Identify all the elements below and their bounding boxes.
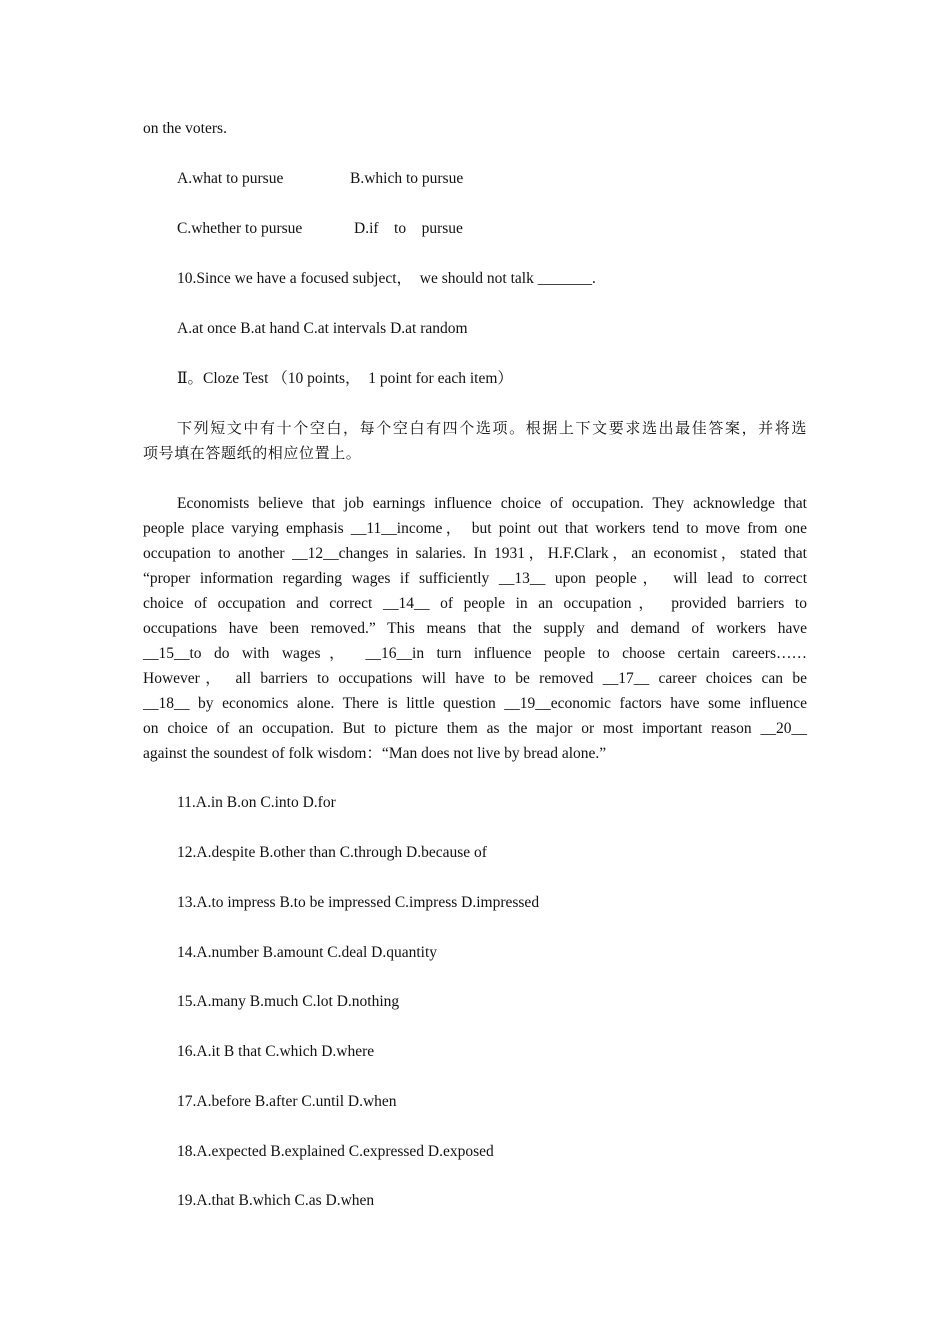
passage-line: __18__ by economics alone. There is little question __19__economic factors have some influence <box>143 695 807 712</box>
continuation-text: on the voters. <box>143 120 227 137</box>
question-16: 16.A.it B that C.which D.where <box>177 1043 375 1060</box>
q9-option-a: A.what to pursue <box>177 170 284 187</box>
q10-stem: 10.Since we have a focused subject， we should not talk _______. <box>177 270 596 287</box>
instructions-line-1: 下列短文中有十个空白，每个空白有四个选项。根据上下文要求选出最佳答案，并将选 <box>177 419 807 437</box>
passage-line: occupation to another __12__changes in salaries. In 1931，H.F.Clark，an economist，stated that <box>143 545 807 562</box>
q9-option-d: D.if to pursue <box>354 220 463 237</box>
question-11: 11.A.in B.on C.into D.for <box>177 794 336 811</box>
passage-line: on choice of an occupation. But to picture them as the major or most important reason __20__ <box>143 720 807 737</box>
passage-line: against the soundest of folk wisdom：“Man does not live by bread alone.” <box>143 745 607 762</box>
passage-line: choice of occupation and correct __14__ of people in an occupation， provided barriers to <box>143 595 807 612</box>
question-15: 15.A.many B.much C.lot D.nothing <box>177 993 400 1010</box>
question-19: 19.A.that B.which C.as D.when <box>177 1192 375 1209</box>
passage-line: occupations have been removed.” This means that the supply and demand of workers have <box>143 620 807 637</box>
passage-line: Economists believe that job earnings influence choice of occupation. They acknowledge that <box>177 495 807 512</box>
question-14: 14.A.number B.amount C.deal D.quantity <box>177 944 438 961</box>
instructions-line-2: 项号填在答题纸的相应位置上。 <box>143 444 362 462</box>
q10-options: A.at once B.at hand C.at intervals D.at random <box>177 320 468 337</box>
question-18: 18.A.expected B.explained C.expressed D.exposed <box>177 1143 494 1160</box>
q9-option-c: C.whether to pursue <box>177 220 303 237</box>
passage-line: __15__to do with wages， __16__in turn influence people to choose certain careers…… <box>143 645 807 662</box>
passage-line: However， all barriers to occupations will have to be removed __17__ career choices can be <box>143 670 807 687</box>
question-12: 12.A.despite B.other than C.through D.because of <box>177 844 487 861</box>
question-13: 13.A.to impress B.to be impressed C.impress D.impressed <box>177 894 540 911</box>
q9-option-b: B.which to pursue <box>350 170 464 187</box>
passage-line: people place varying emphasis __11__income， but point out that workers tend to move from one <box>143 520 807 537</box>
section2-heading: Ⅱ。Cloze Test （10 points， 1 point for each item） <box>177 370 513 387</box>
passage-line: “proper information regarding wages if sufficiently __13__ upon people， will lead to correct <box>143 570 807 587</box>
question-17: 17.A.before B.after C.until D.when <box>177 1093 397 1110</box>
